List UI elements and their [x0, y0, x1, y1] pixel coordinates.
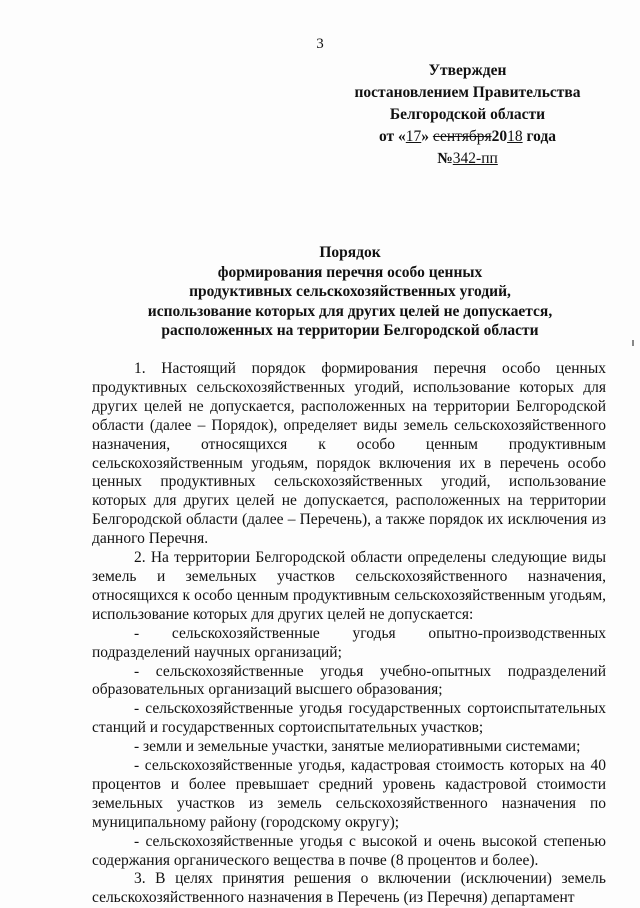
paragraph-1: 1. Настоящий порядок формирования перечня особо ценных продуктивных сельскохозяйственных угодий, использование которых для других целей не допускается, расположенных на территории Белгородской области (далее – Порядок), определяет виды земель сельскохозяйственного назначения, относящихся к особо ценным продуктивным сельскохозяйственным угодьям, порядок включения их в перечень особо ценных продуктивных сельскохозяйственных угодий, использование которых для других целей не допускается, расположенных на территории Белгородской области (далее – Перечень), а также порядок их исключения из данного Перечня.	[92, 360, 606, 548]
number-value: 342-пп	[452, 150, 498, 167]
scan-artifact	[632, 340, 634, 346]
approval-line-resolution: постановлением Правительства	[354, 84, 581, 101]
title-line-2: формирования перечня особо ценных	[217, 263, 483, 281]
document-title	[80, 243, 620, 341]
title-line-5: расположенных на территории Белгородской области	[161, 322, 539, 339]
approval-stamp	[345, 60, 590, 170]
title-line-4: использование которых для других целей не допускается,	[147, 302, 553, 320]
approval-date	[345, 126, 590, 148]
list-item-cadastral-value: - сельскохозяйственные угодья, кадастровая стоимость которых на 40 процентов и более превышает средний уровень кадастровой стоимости земельных участков из земель сельскохозяйственного назначения по муниципальному району (городскому округу);	[92, 757, 606, 831]
list-item-organic-content: - сельскохозяйственные угодья с высокой и очень высокой степенью содержания органического вещества в почве (8 процентов и более).	[92, 832, 606, 869]
list-item-variety-testing: - сельскохозяйственные угодья государственных сортоиспытательных станций и государственных сортоиспытательных участков;	[92, 700, 606, 737]
title-line-3: продуктивных сельскохозяйственных угодий,	[189, 283, 511, 300]
number-prefix: №	[437, 150, 453, 167]
approval-line-region: Белгородской области	[389, 106, 546, 123]
document-body	[92, 360, 606, 908]
date-prefix: от «	[378, 128, 406, 145]
date-suffix: года	[522, 128, 557, 145]
list-item-melioration: - земли и земельные участки, занятые мелиоративными системами;	[134, 738, 581, 756]
list-item-education-orgs: - сельскохозяйственные угодья учебно-опытных подразделений образовательных организаций высшего образования;	[92, 662, 606, 699]
list-item-research-orgs: - сельскохозяйственные угодья опытно-производственных подразделений научных организаций;	[92, 624, 606, 661]
page-number: 3	[316, 36, 324, 52]
approval-line-approved: Утвержден	[428, 62, 507, 79]
paragraph-3: 3. В целях принятия решения о включении (исключении) земель сельскохозяйственного назначения в Перечень (из Перечня) департамент	[92, 870, 606, 907]
paragraph-2: 2. На территории Белгородской области определены следующие виды земель и земельных участков сельскохозяйственного назначения, относящихся к особо ценным продуктивным сельскохозяйственным угодьям, использование которых для других целей не допускается:	[92, 549, 606, 623]
date-day: 17	[405, 128, 422, 145]
date-year-prefix: 20	[491, 128, 508, 145]
date-year-suffix: 18	[507, 128, 523, 145]
date-mid: »	[421, 128, 433, 145]
date-month: сентября	[432, 128, 492, 145]
title-line-1: Порядок	[319, 244, 381, 261]
approval-number	[345, 148, 590, 170]
